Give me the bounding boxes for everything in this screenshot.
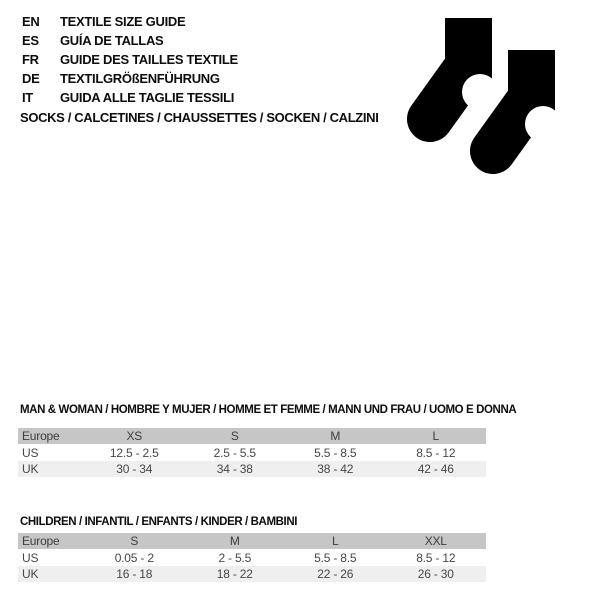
- language-row-en: [22, 12, 238, 31]
- table-row-us: [18, 446, 486, 462]
- language-row-es: [22, 31, 238, 50]
- table-cell: 16 - 18: [116, 566, 153, 581]
- language-row-fr: [22, 50, 238, 69]
- table-title-children: CHILDREN / INFANTIL / ENFANTS / KINDER / BAMBINI: [20, 516, 298, 528]
- row-label: UK: [22, 566, 39, 581]
- table-title-man-woman: MAN & WOMAN / HOMBRE Y MUJER / HOMME ET FEMME / MANN UND FRAU / UOMO E DONNA: [20, 404, 517, 416]
- language-code: IT: [22, 90, 33, 105]
- language-code: ES: [22, 33, 39, 48]
- size-table-children: [18, 533, 486, 582]
- socks-icon: [400, 8, 570, 183]
- table-header-cell: XXL: [424, 533, 447, 548]
- row-label: UK: [22, 461, 39, 476]
- language-list: [22, 12, 238, 107]
- language-label: TEXTILGRÖßENFÜHRUNG: [60, 71, 220, 86]
- table-cell: 30 - 34: [116, 461, 153, 476]
- table-cell: 5.5 - 8.5: [314, 551, 357, 566]
- row-label: US: [22, 446, 39, 461]
- table-cell: 2 - 5.5: [218, 551, 252, 566]
- language-label: TEXTILE SIZE GUIDE: [60, 14, 186, 29]
- table-header-cell: L: [432, 428, 439, 443]
- table-header-row: [18, 533, 486, 549]
- table-cell: 42 - 46: [417, 461, 454, 476]
- table-header-cell: S: [130, 533, 139, 548]
- language-label: GUÍA DE TALLAS: [60, 33, 164, 48]
- sock-shape-1: [430, 18, 498, 119]
- table-cell: 26 - 30: [417, 566, 454, 581]
- sock-shape-2: [493, 50, 561, 151]
- size-table-man-woman: [18, 428, 486, 477]
- table-cell: 34 - 38: [216, 461, 253, 476]
- table-cell: 38 - 42: [317, 461, 354, 476]
- table-cell: 2.5 - 5.5: [213, 446, 256, 461]
- table-header-cell: S: [230, 428, 239, 443]
- language-row-it: [22, 88, 238, 107]
- table-header-cell: XS: [126, 428, 143, 443]
- table-cell: 8.5 - 12: [416, 446, 456, 461]
- table-header-cell: M: [330, 428, 341, 443]
- table-row-uk: [18, 461, 486, 477]
- table-cell: 0.05 - 2: [114, 551, 154, 566]
- table-cell: 18 - 22: [216, 566, 253, 581]
- language-label: GUIDA ALLE TAGLIE TESSILI: [60, 90, 235, 105]
- language-code: FR: [22, 52, 39, 67]
- table-header-cell: M: [229, 533, 240, 548]
- language-label: GUIDE DES TAILLES TEXTILE: [60, 52, 238, 67]
- table-header-cell: L: [332, 533, 339, 548]
- language-code: EN: [22, 14, 40, 29]
- row-label: US: [22, 551, 39, 566]
- table-header-cell: Europe: [22, 428, 60, 443]
- table-row-us: [18, 551, 486, 567]
- language-code: DE: [22, 71, 40, 86]
- table-cell: 12.5 - 2.5: [109, 446, 159, 461]
- category-title: SOCKS / CALCETINES / CHAUSSETTES / SOCKEN / CALZINI: [20, 110, 379, 125]
- table-cell: 8.5 - 12: [416, 551, 456, 566]
- table-header-row: [18, 428, 486, 444]
- table-row-uk: [18, 566, 486, 582]
- table-header-cell: Europe: [22, 533, 60, 548]
- table-cell: 5.5 - 8.5: [314, 446, 357, 461]
- language-row-de: [22, 69, 238, 88]
- table-cell: 22 - 26: [317, 566, 354, 581]
